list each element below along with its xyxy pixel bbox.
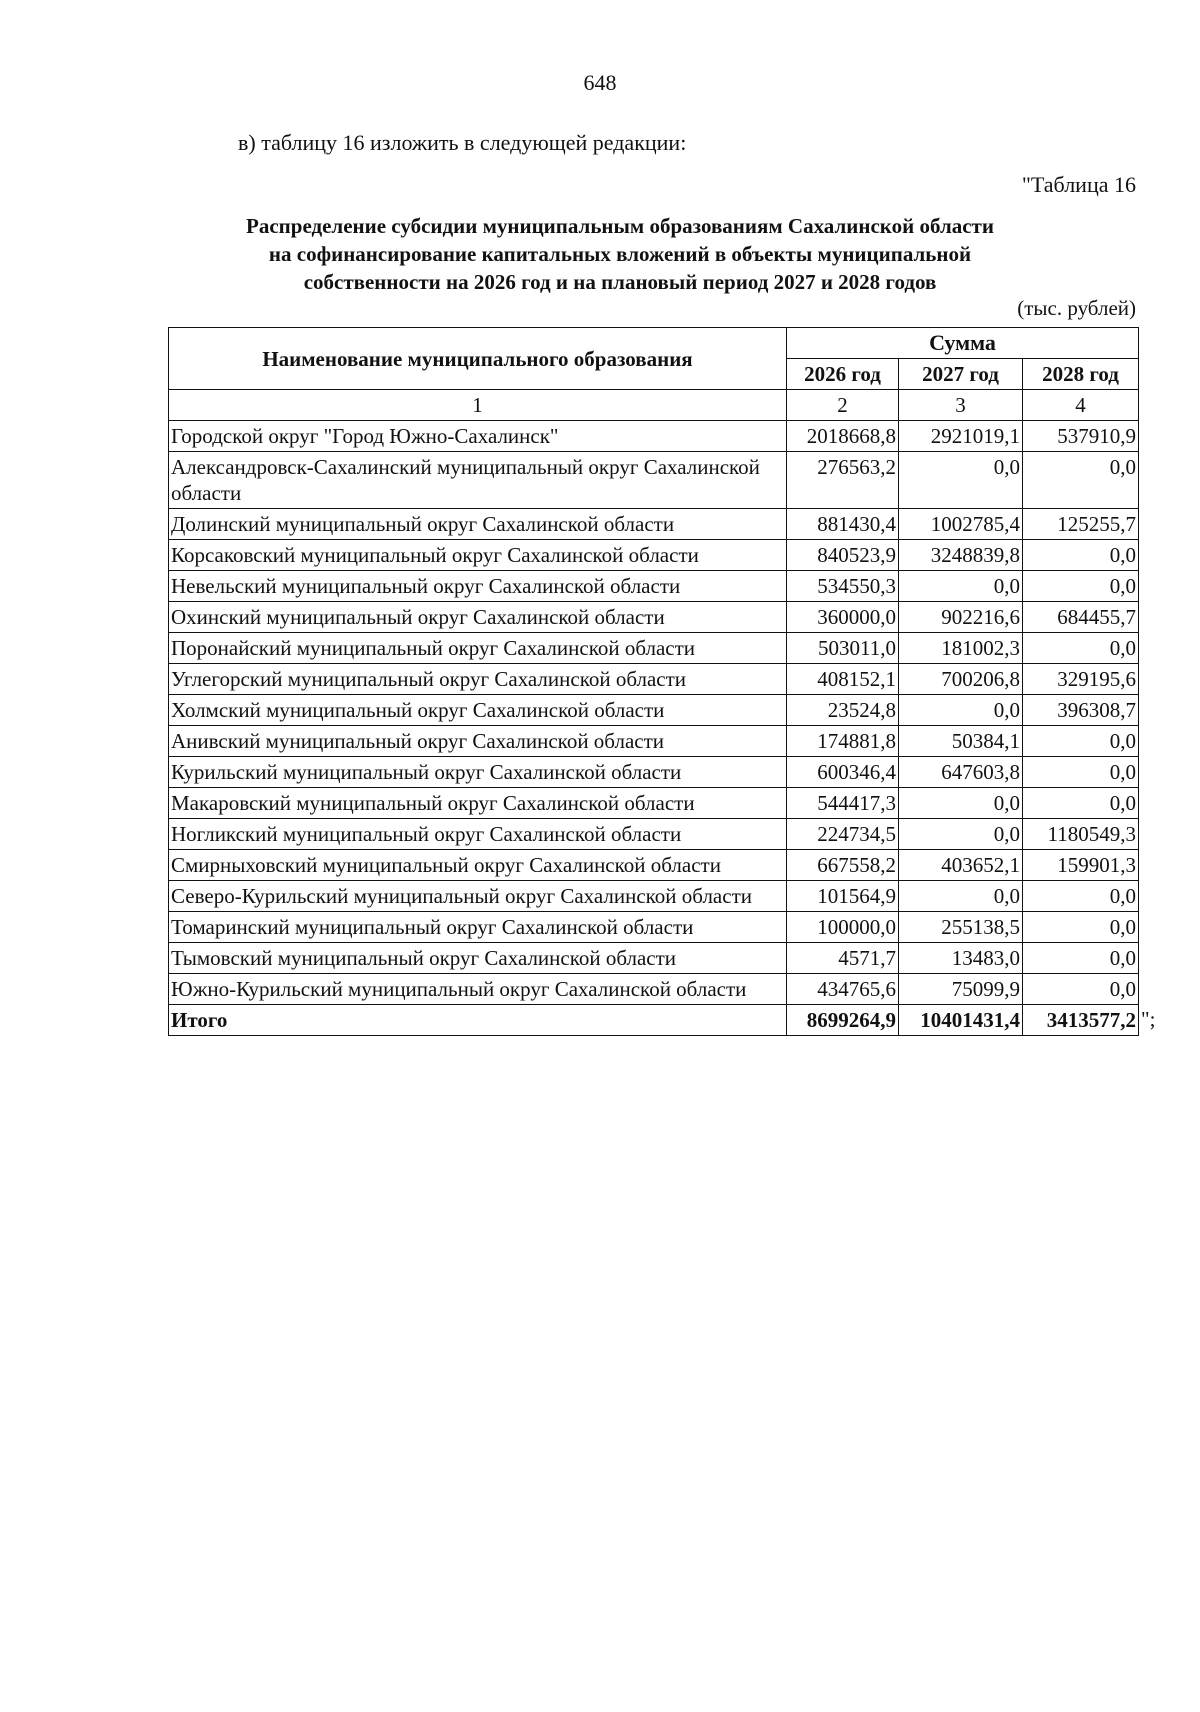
amount-2026: 4571,7 [787, 943, 899, 974]
municipality-name: Смирныховский муниципальный округ Сахалинской области [169, 850, 787, 881]
column-number: 1 [169, 390, 787, 421]
total-2026: 8699264,9 [787, 1005, 899, 1036]
amount-2028: 0,0 [1023, 881, 1139, 912]
municipality-name: Холмский муниципальный округ Сахалинской области [169, 695, 787, 726]
amount-2027: 2921019,1 [899, 421, 1023, 452]
municipality-name: Охинский муниципальный округ Сахалинской области [169, 602, 787, 633]
municipality-name: Поронайский муниципальный округ Сахалинской области [169, 633, 787, 664]
amount-2026: 840523,9 [787, 540, 899, 571]
amount-2028: 0,0 [1023, 633, 1139, 664]
title-line-2: на софинансирование капитальных вложений в объекты муниципальной [268, 242, 972, 266]
table-row [169, 757, 1139, 788]
amount-2026: 534550,3 [787, 571, 899, 602]
amount-2026: 23524,8 [787, 695, 899, 726]
subsidy-table [168, 327, 1139, 1036]
table-row [169, 819, 1139, 850]
total-2027: 10401431,4 [899, 1005, 1023, 1036]
total-row [169, 1005, 1139, 1036]
amount-2026: 100000,0 [787, 912, 899, 943]
amount-2026: 101564,9 [787, 881, 899, 912]
table-row [169, 602, 1139, 633]
table-row [169, 788, 1139, 819]
header-year-2028: 2028 год [1023, 359, 1139, 390]
amount-2026: 408152,1 [787, 664, 899, 695]
amount-2027: 181002,3 [899, 633, 1023, 664]
table-row [169, 509, 1139, 540]
table-row [169, 850, 1139, 881]
header-year-2026: 2026 год [787, 359, 899, 390]
amount-2027: 50384,1 [899, 726, 1023, 757]
amount-2028: 396308,7 [1023, 695, 1139, 726]
page-number: 648 [583, 70, 617, 95]
amount-2027: 647603,8 [899, 757, 1023, 788]
total-2028: 3413577,2 [1023, 1005, 1139, 1036]
amount-2026: 503011,0 [787, 633, 899, 664]
municipality-name: Курильский муниципальный округ Сахалинской области [169, 757, 787, 788]
table-row [169, 421, 1139, 452]
amount-2028: 159901,3 [1023, 850, 1139, 881]
table-row [169, 633, 1139, 664]
amount-2028: 0,0 [1023, 452, 1139, 509]
document-title [170, 212, 1070, 296]
amount-2027: 0,0 [899, 452, 1023, 509]
municipality-name: Тымовский муниципальный округ Сахалинской области [169, 943, 787, 974]
municipality-name: Томаринский муниципальный округ Сахалинской области [169, 912, 787, 943]
amount-2026: 600346,4 [787, 757, 899, 788]
amount-2028: 0,0 [1023, 540, 1139, 571]
table-row [169, 695, 1139, 726]
amount-2027: 0,0 [899, 819, 1023, 850]
table-row [169, 571, 1139, 602]
amount-2028: 0,0 [1023, 974, 1139, 1005]
table-row [169, 452, 1139, 509]
amount-2027: 403652,1 [899, 850, 1023, 881]
units-label: (тыс. рублей) [1017, 296, 1136, 320]
amount-2027: 902216,6 [899, 602, 1023, 633]
amount-2026: 360000,0 [787, 602, 899, 633]
amount-2027: 3248839,8 [899, 540, 1023, 571]
table-row [169, 726, 1139, 757]
amount-2026: 174881,8 [787, 726, 899, 757]
amount-2028: 0,0 [1023, 571, 1139, 602]
municipality-name: Александровск-Сахалинский муниципальный округ Сахалинской области [169, 452, 787, 509]
amount-2027: 13483,0 [899, 943, 1023, 974]
amount-2028: 537910,9 [1023, 421, 1139, 452]
amount-2028: 0,0 [1023, 943, 1139, 974]
amount-2028: 0,0 [1023, 757, 1139, 788]
header-sum: Сумма [787, 328, 1139, 359]
amount-2027: 0,0 [899, 571, 1023, 602]
amount-2026: 224734,5 [787, 819, 899, 850]
amount-2028: 0,0 [1023, 726, 1139, 757]
municipality-name: Углегорский муниципальный округ Сахалинской области [169, 664, 787, 695]
table-body [169, 421, 1139, 1036]
table-row [169, 664, 1139, 695]
municipality-name: Долинский муниципальный округ Сахалинской области [169, 509, 787, 540]
municipality-name: Анивский муниципальный округ Сахалинской области [169, 726, 787, 757]
municipality-name: Корсаковский муниципальный округ Сахалинской области [169, 540, 787, 571]
table-row [169, 912, 1139, 943]
amount-2027: 700206,8 [899, 664, 1023, 695]
total-label: Итого [169, 1005, 787, 1036]
amount-2028: 1180549,3 [1023, 819, 1139, 850]
amount-2026: 544417,3 [787, 788, 899, 819]
amount-2027: 0,0 [899, 788, 1023, 819]
municipality-name: Макаровский муниципальный округ Сахалинской области [169, 788, 787, 819]
amount-2028: 0,0 [1023, 912, 1139, 943]
amount-2026: 667558,2 [787, 850, 899, 881]
municipality-name: Ногликский муниципальный округ Сахалинской области [169, 819, 787, 850]
table-row [169, 881, 1139, 912]
amount-2026: 434765,6 [787, 974, 899, 1005]
amount-2027: 0,0 [899, 695, 1023, 726]
amount-2026: 276563,2 [787, 452, 899, 509]
municipality-name: Городской округ "Город Южно-Сахалинск" [169, 421, 787, 452]
municipality-name: Северо-Курильский муниципальный округ Сахалинской области [169, 881, 787, 912]
amount-2026: 881430,4 [787, 509, 899, 540]
header-year-2027: 2027 год [899, 359, 1023, 390]
amount-2027: 1002785,4 [899, 509, 1023, 540]
column-number: 2 [787, 390, 899, 421]
amount-2028: 0,0 [1023, 788, 1139, 819]
title-line-3: собственности на 2026 год и на плановый период 2027 и 2028 годов [303, 270, 937, 294]
municipality-name: Невельский муниципальный округ Сахалинской области [169, 571, 787, 602]
table-row [169, 540, 1139, 571]
table-label: "Таблица 16 [1021, 172, 1136, 197]
table-row [169, 943, 1139, 974]
table-row [169, 974, 1139, 1005]
closing-quote-mark: "; [1141, 1006, 1156, 1031]
amount-2028: 684455,7 [1023, 602, 1139, 633]
municipality-name: Южно-Курильский муниципальный округ Сахалинской области [169, 974, 787, 1005]
amount-2027: 75099,9 [899, 974, 1023, 1005]
column-number: 3 [899, 390, 1023, 421]
amount-2028: 125255,7 [1023, 509, 1139, 540]
column-number: 4 [1023, 390, 1139, 421]
intro-text: в) таблицу 16 изложить в следующей редакции: [238, 130, 687, 155]
amount-2026: 2018668,8 [787, 421, 899, 452]
amount-2027: 0,0 [899, 881, 1023, 912]
title-line-1: Распределение субсидии муниципальным образованиям Сахалинской области [246, 214, 994, 238]
header-name: Наименование муниципального образования [169, 328, 787, 390]
amount-2028: 329195,6 [1023, 664, 1139, 695]
amount-2027: 255138,5 [899, 912, 1023, 943]
